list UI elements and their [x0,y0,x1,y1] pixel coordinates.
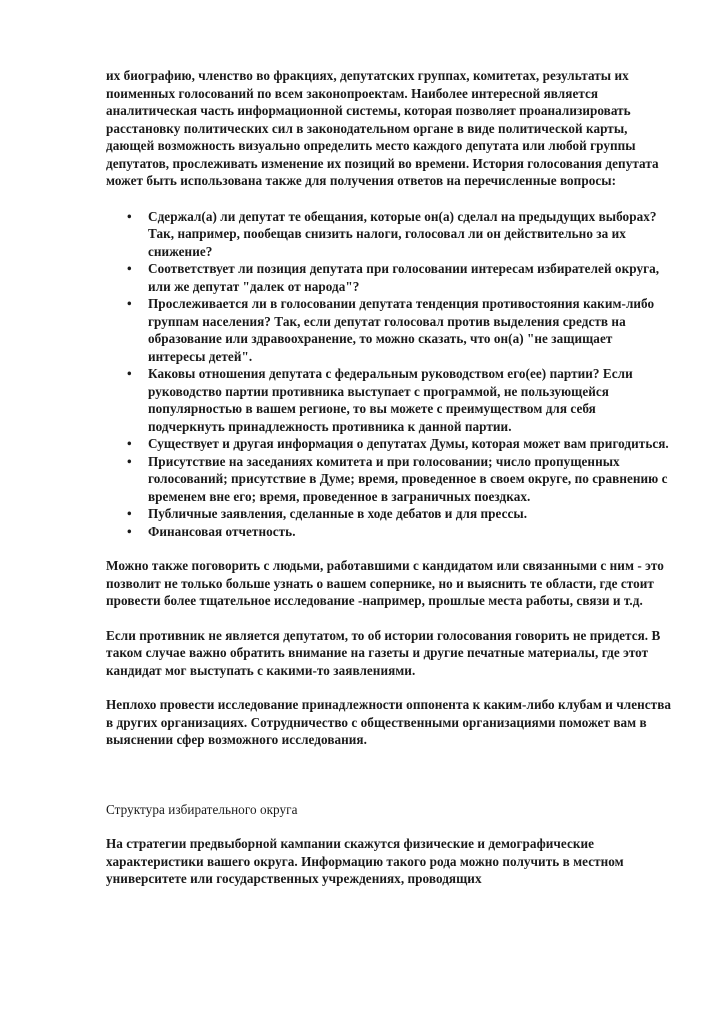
list-item-text: Соответствует ли позиция депутата при голосовании интересам избирателей округа, или же депутат "далек от народа"? [148,261,660,294]
list-item-text: Прослеживается ли в голосовании депутата тенденция противостояния каким-либо группам населения? Так, если депутат голосовал против выделения средств на образование или здравоохранение, то можно сказать, что он(а) "не защищает интересы детей". [148,296,655,364]
bullet-icon: • [127,208,132,224]
section-paragraph: На стратегии предвыборной кампании скажутся физические и демографические характеристики вашего округа. Информацию такого рода можно получить в местном университете или государственных учреждениях, проводящих [106,836,624,886]
list-item [106,260,671,295]
bullet-icon: • [127,453,132,469]
list-item [106,435,671,453]
list-item-text: Публичные заявления, сделанные в ходе дебатов и для прессы. [148,506,528,521]
bullet-icon: • [127,523,132,539]
paragraph-organizations: Неплохо провести исследование принадлежности оппонента к каким-либо клубам и членства в других организациях. Сотрудничество с общественными организациями поможет вам в выяснении сфер возможного исследования. [106,697,672,747]
bullet-icon: • [127,261,132,276]
list-item-text: Существует и другая информация о депутатах Думы, которая может вам пригодиться. [148,436,669,451]
bullet-icon: • [127,436,132,451]
list-item [106,208,671,261]
list-item-text: Сдержал(а) ли депутат те обещания, которые он(а) сделал на предыдущих выборах? Так, например, пообещав снизить налоги, голосовал ли он действительно за их снижение? [148,208,657,259]
intro-paragraph: их биографию, членство во фракциях, депутатских группах, комитетах, результаты их поименных голосований по всем законопроектам. Наиболее интересной является аналитическая часть информационной системы, которая позволяет проанализировать расстановку политических сил в законодательном органе в виде политической карты, дающей возможность визуально определить место каждого депутата или любой группы депутатов, прослеживать изменение их позиций во времени. История голосования депутата может быть использована также для получения ответов на перечисленные вопросы: [106,68,659,188]
list-item-text: Финансовая отчетность. [148,523,296,539]
bullet-icon: • [127,366,132,381]
paragraph-people: Можно также поговорить с людьми, работавшими с кандидатом или связанными с ним - это позволит не только больше узнать о вашем сопернике, но и выяснить те области, где стоит провести более тщательное исследование -например, прошлые места работы, связи и т.д. [106,558,664,608]
section-heading: Структура избирательного округа [106,801,298,817]
list-item [106,365,671,435]
list-item-text: Присутствие на заседаниях комитета и при голосовании; число пропущенных голосований; присутствие в Думе; время, проведенное в своем округе, по сравнению с временем вне его; время, проведенное в заграничных поездках. [148,453,668,504]
list-item [106,523,671,541]
paragraph-non-deputy: Если противник не является депутатом, то об истории голосования говорить не придется. В таком случае важно обратить внимание на газеты и другие печатные материалы, где этот кандидат мог выступать с какими-то заявлениями. [106,627,661,678]
document-page [106,67,671,888]
bullet-icon: • [127,296,132,311]
list-item [106,505,671,523]
list-item [106,295,671,365]
question-list [106,208,671,541]
list-item-text: Каковы отношения депутата с федеральным руководством его(ее) партии? Если руководство партии противника выступает с программой, не пользующейся популярностью в вашем регионе, то вы можете с преимуществом для себя подчеркнуть принадлежность противника к данной партии. [148,366,633,434]
bullet-icon: • [127,506,132,521]
list-item [106,453,671,506]
